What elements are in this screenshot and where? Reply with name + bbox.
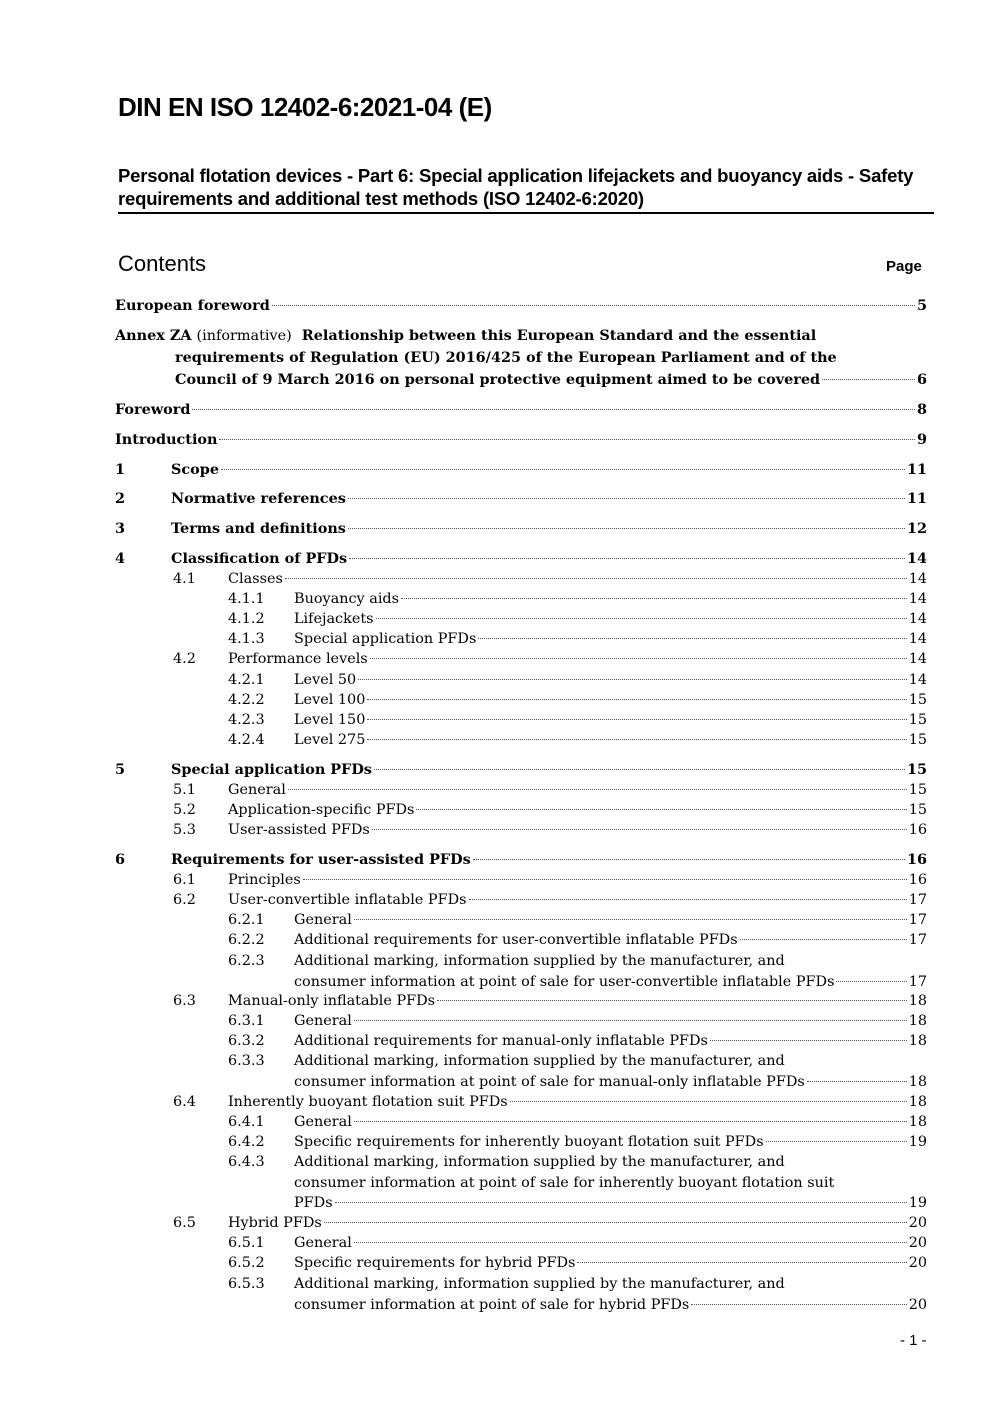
toc-entry-title: Normative references <box>171 490 346 507</box>
toc-entry-title: Specific requirements for hybrid PFDs <box>294 1255 576 1271</box>
toc-section-number: 6.3.1 <box>228 1013 265 1029</box>
toc-section-number: 5.1 <box>173 782 196 798</box>
toc-page-number: 17 <box>908 912 927 928</box>
toc-page-number: 16 <box>906 851 927 868</box>
toc-entry[interactable] <box>294 690 927 710</box>
dot-leader <box>836 980 906 982</box>
annex-title-line-2: requirements of Regulation (EU) 2016/425 of the European Parliament and of the <box>175 349 837 366</box>
dot-leader <box>324 1221 907 1223</box>
toc-entry-title: Buoyancy aids <box>294 591 400 607</box>
toc-page-number: 14 <box>908 631 927 647</box>
toc-entry-title: Performance levels <box>228 651 368 667</box>
dot-leader <box>807 1080 907 1082</box>
toc-entry-title: Additional marking, information supplied by the manufacturer, and <box>294 953 785 969</box>
toc-section-number: 4.2.3 <box>228 712 265 728</box>
toc-section-number: 6.5.1 <box>228 1235 265 1251</box>
toc-entry-title: Foreword <box>115 401 191 418</box>
toc-entry[interactable] <box>294 1112 927 1132</box>
toc-entry[interactable] <box>228 800 927 820</box>
toc-section-number: 5.3 <box>173 822 196 838</box>
toc-entry-title: Terms and definitions <box>171 520 346 537</box>
toc-section-number: 4.2.2 <box>228 692 265 708</box>
dot-leader <box>376 617 907 619</box>
toc-page-number: 5 <box>916 297 927 314</box>
toc-entry[interactable] <box>228 780 927 800</box>
toc-entry-title: Specific requirements for inherently buoyant flotation suit PFDs <box>294 1134 764 1150</box>
toc-section-number: 6.3 <box>173 993 196 1009</box>
toc-page-number: 14 <box>908 672 927 688</box>
toc-section-number: 6.2.2 <box>228 932 265 948</box>
toc-page-number: 9 <box>916 431 927 448</box>
toc-entry[interactable] <box>294 910 927 930</box>
toc-page-number: 20 <box>908 1235 927 1251</box>
toc-entry-title: consumer information at point of sale for user-convertible inflatable PFDs <box>294 973 835 990</box>
toc-entry[interactable] <box>294 951 785 971</box>
toc-page-number: 19 <box>908 1134 927 1150</box>
toc-page-number: 18 <box>908 1073 927 1090</box>
toc-entry[interactable] <box>171 460 927 480</box>
toc-entry[interactable] <box>294 930 927 950</box>
toc-entry-continuation[interactable] <box>294 1193 927 1213</box>
toc-entry[interactable] <box>171 549 927 569</box>
toc-page-number: 18 <box>908 1094 927 1110</box>
toc-entry[interactable] <box>294 589 927 609</box>
toc-section-number: 1 <box>115 461 126 478</box>
toc-section-number: 6.2.1 <box>228 912 265 928</box>
toc-entry-title: PFDs <box>294 1195 333 1211</box>
toc-entry-title: General <box>294 1013 352 1029</box>
toc-section-number: 6.4.2 <box>228 1134 265 1150</box>
dot-leader <box>437 999 907 1001</box>
toc-entry-continuation[interactable] <box>294 972 927 992</box>
toc-annex-line-2[interactable] <box>175 348 837 368</box>
dot-leader <box>358 678 906 680</box>
toc-entry-title: consumer information at point of sale for manual-only inflatable PFDs <box>294 1073 805 1090</box>
toc-entry[interactable] <box>294 1274 785 1294</box>
toc-page-number: 15 <box>908 802 927 818</box>
toc-section-number: 6.1 <box>173 872 196 888</box>
dot-leader <box>710 1039 907 1041</box>
toc-section-number: 5.2 <box>173 802 196 818</box>
toc-page-number: 20 <box>908 1215 927 1231</box>
dot-leader <box>473 858 905 860</box>
dot-leader <box>192 408 915 410</box>
toc-page-number: 8 <box>916 401 927 418</box>
toc-entry[interactable] <box>294 710 927 730</box>
dot-leader <box>367 698 906 700</box>
toc-entry[interactable] <box>294 1152 785 1172</box>
annex-label: Annex ZA <box>115 327 192 344</box>
toc-entry-title: Introduction <box>115 431 218 448</box>
toc-section-number: 6.5.2 <box>228 1255 265 1271</box>
toc-entry[interactable] <box>228 870 927 890</box>
toc-annex-line-1[interactable] <box>115 326 816 346</box>
toc-entry-title: Manual-only inflatable PFDs <box>228 993 436 1009</box>
toc-page-number: 14 <box>908 591 927 607</box>
toc-section-number: 6 <box>115 851 126 868</box>
toc-section-number: 6.2 <box>173 892 196 908</box>
toc-entry-title: Hybrid PFDs <box>228 1215 322 1231</box>
toc-entry-continuation[interactable] <box>294 1072 927 1092</box>
toc-entry-title: Requirements for user-assisted PFDs <box>171 851 471 868</box>
toc-entry-title: Application-specific PFDs <box>228 802 415 818</box>
toc-entry[interactable] <box>115 400 927 420</box>
dot-leader <box>288 788 907 790</box>
toc-entry-title: Special application PFDs <box>171 761 372 778</box>
doc-id: DIN EN ISO 12402-6:2021-04 (E) <box>118 92 492 122</box>
dot-leader <box>348 527 905 529</box>
toc-entry-title: Scope <box>171 461 219 478</box>
page-column-label: Page <box>886 258 922 275</box>
toc-page-number: 18 <box>908 993 927 1009</box>
dot-leader <box>766 1140 907 1142</box>
dot-leader <box>285 577 907 579</box>
dot-leader <box>272 304 915 306</box>
toc-entry-title: User-convertible inflatable PFDs <box>228 892 467 908</box>
toc-entry[interactable] <box>228 820 927 840</box>
toc-section-number: 3 <box>115 520 126 537</box>
toc-page-number: 12 <box>906 520 927 537</box>
toc-entry[interactable] <box>294 1132 927 1152</box>
dot-leader <box>469 898 907 900</box>
dot-leader <box>349 557 905 559</box>
contents-heading: Contents <box>118 251 207 276</box>
dot-leader <box>221 468 905 470</box>
toc-entry[interactable] <box>294 670 927 690</box>
toc-entry[interactable] <box>294 1031 927 1051</box>
toc-section-number: 4.2 <box>173 651 196 667</box>
toc-page-number: 20 <box>908 1296 927 1313</box>
dot-leader <box>367 738 906 740</box>
toc-section-number: 4.1 <box>173 571 196 587</box>
toc-entry-title: General <box>294 1235 352 1251</box>
toc-page-number: 14 <box>908 651 927 667</box>
toc-entry[interactable] <box>171 760 927 780</box>
toc-entry[interactable] <box>228 890 927 910</box>
dot-leader <box>401 597 907 599</box>
toc-page-number: 11 <box>906 490 927 507</box>
toc-entry-title: Inherently buoyant flotation suit PFDs <box>228 1094 508 1110</box>
toc-entry[interactable] <box>228 569 927 589</box>
toc-page-number: 18 <box>908 1033 927 1049</box>
toc-section-number: 6.5.3 <box>228 1276 265 1292</box>
toc-entry[interactable] <box>294 1011 927 1031</box>
toc-page-number: 16 <box>908 822 927 838</box>
toc-section-number: 6.4.3 <box>228 1154 265 1170</box>
toc-page-number: 20 <box>908 1255 927 1271</box>
toc-entry-title: Additional marking, information supplied by the manufacturer, and <box>294 1276 785 1292</box>
toc-entry-title: European foreword <box>115 297 270 314</box>
toc-entry-title: User-assisted PFDs <box>228 822 370 838</box>
toc-section-number: 4.1.3 <box>228 631 265 647</box>
toc-page-number: 15 <box>908 692 927 708</box>
annex-title-line-1: Relationship between this European Standard and the essential <box>301 327 817 344</box>
dot-leader <box>372 828 907 830</box>
dot-leader <box>354 1019 907 1021</box>
toc-entry-title: Additional marking, information supplied by the manufacturer, and <box>294 1154 785 1170</box>
toc-page-number: 14 <box>906 550 927 567</box>
toc-section-number: 5 <box>115 761 126 778</box>
toc-entry-title: consumer information at point of sale for inherently buoyant flotation suit <box>294 1174 835 1191</box>
toc-page-number: 17 <box>908 932 927 948</box>
toc-entry-title: Additional requirements for manual-only inflatable PFDs <box>294 1033 708 1049</box>
toc-section-number: 4.2.4 <box>228 732 265 748</box>
toc-entry[interactable] <box>171 519 927 539</box>
dot-leader <box>510 1100 907 1102</box>
toc-page-number: 18 <box>908 1013 927 1029</box>
toc-entry-continuation[interactable] <box>294 1295 927 1315</box>
toc-entry-continuation[interactable] <box>294 1173 834 1193</box>
toc-page-number: 19 <box>908 1195 927 1211</box>
toc-section-number: 6.3.3 <box>228 1053 265 1069</box>
toc-entry[interactable] <box>115 296 927 316</box>
dot-leader <box>740 938 907 940</box>
toc-section-number: 6.2.3 <box>228 953 265 969</box>
toc-entry-title: Level 100 <box>294 692 366 708</box>
toc-section-number: 6.5 <box>173 1215 196 1231</box>
toc-entry[interactable] <box>294 1233 927 1253</box>
toc-entry[interactable] <box>228 1092 927 1112</box>
dot-leader <box>367 718 906 720</box>
toc-entry-title: Classification of PFDs <box>171 550 348 567</box>
toc-page-number: 15 <box>906 761 927 778</box>
toc-entry[interactable] <box>294 1253 927 1273</box>
footer-page-number: - 1 - <box>900 1332 927 1349</box>
dot-leader <box>354 1120 907 1122</box>
dot-leader <box>478 637 906 639</box>
toc-entry[interactable] <box>294 730 927 750</box>
toc-entry[interactable] <box>294 609 927 629</box>
toc-page-number: 17 <box>908 892 927 908</box>
toc-entry[interactable] <box>228 649 927 669</box>
toc-entry-title: Additional requirements for user-convertible inflatable PFDs <box>294 932 738 948</box>
dot-leader <box>335 1201 907 1203</box>
toc-entry-title: General <box>294 912 352 928</box>
toc-entry-title: Lifejackets <box>294 611 374 627</box>
dot-leader <box>370 657 907 659</box>
toc-page-number: 14 <box>908 611 927 627</box>
dot-leader <box>219 438 915 440</box>
annex-qualifier: (informative) <box>196 328 292 344</box>
toc-page-number: 15 <box>908 732 927 748</box>
toc-entry[interactable] <box>294 629 927 649</box>
toc-section-number: 4.2.1 <box>228 672 265 688</box>
toc-section-number: 2 <box>115 490 126 507</box>
toc-annex-line-3[interactable] <box>175 370 927 390</box>
dot-leader <box>577 1261 906 1263</box>
dot-leader <box>822 378 915 380</box>
toc-page-number: 6 <box>916 371 927 388</box>
toc-entry[interactable] <box>115 430 927 450</box>
toc-section-number: 4.1.2 <box>228 611 265 627</box>
dot-leader <box>354 918 907 920</box>
toc-page-number: 17 <box>908 973 927 990</box>
dot-leader <box>348 497 905 499</box>
toc-entry[interactable] <box>294 1051 785 1071</box>
annex-title-line-3: Council of 9 March 2016 on personal protective equipment aimed to be covered <box>175 371 821 388</box>
toc-section-number: 4.1.1 <box>228 591 265 607</box>
toc-section-number: 6.3.2 <box>228 1033 265 1049</box>
toc-entry-title: General <box>294 1114 352 1130</box>
toc-entry-title: General <box>228 782 286 798</box>
toc-entry[interactable] <box>228 1213 927 1233</box>
toc-entry[interactable] <box>171 489 927 509</box>
dot-leader <box>374 768 905 770</box>
toc-entry-title: consumer information at point of sale for hybrid PFDs <box>294 1296 690 1313</box>
toc-page-number: 11 <box>906 461 927 478</box>
toc-entry-title: Level 275 <box>294 732 366 748</box>
toc-entry-title: Level 50 <box>294 672 357 688</box>
toc-section-number: 6.4 <box>173 1094 196 1110</box>
toc-page-number: 15 <box>908 782 927 798</box>
doc-title: Personal flotation devices - Part 6: Special application lifejackets and buoyancy aids - Safety requirements and additional test methods (ISO 12402-6:2020) <box>118 164 934 214</box>
toc-entry[interactable] <box>228 991 927 1011</box>
dot-leader <box>303 878 907 880</box>
toc-page-number: 14 <box>908 571 927 587</box>
dot-leader <box>416 808 906 810</box>
dot-leader <box>691 1303 906 1305</box>
toc-section-number: 4 <box>115 550 126 567</box>
toc-entry-title: Principles <box>228 872 301 888</box>
toc-entry-title: Classes <box>228 571 283 587</box>
toc-section-number: 6.4.1 <box>228 1114 265 1130</box>
toc-entry-title: Special application PFDs <box>294 631 477 647</box>
toc-page-number: 16 <box>908 872 927 888</box>
toc-page-number: 15 <box>908 712 927 728</box>
dot-leader <box>354 1241 907 1243</box>
toc-page-number: 18 <box>908 1114 927 1130</box>
toc-entry-title: Level 150 <box>294 712 366 728</box>
toc-entry[interactable] <box>171 850 927 870</box>
toc-entry-title: Additional marking, information supplied by the manufacturer, and <box>294 1053 785 1069</box>
